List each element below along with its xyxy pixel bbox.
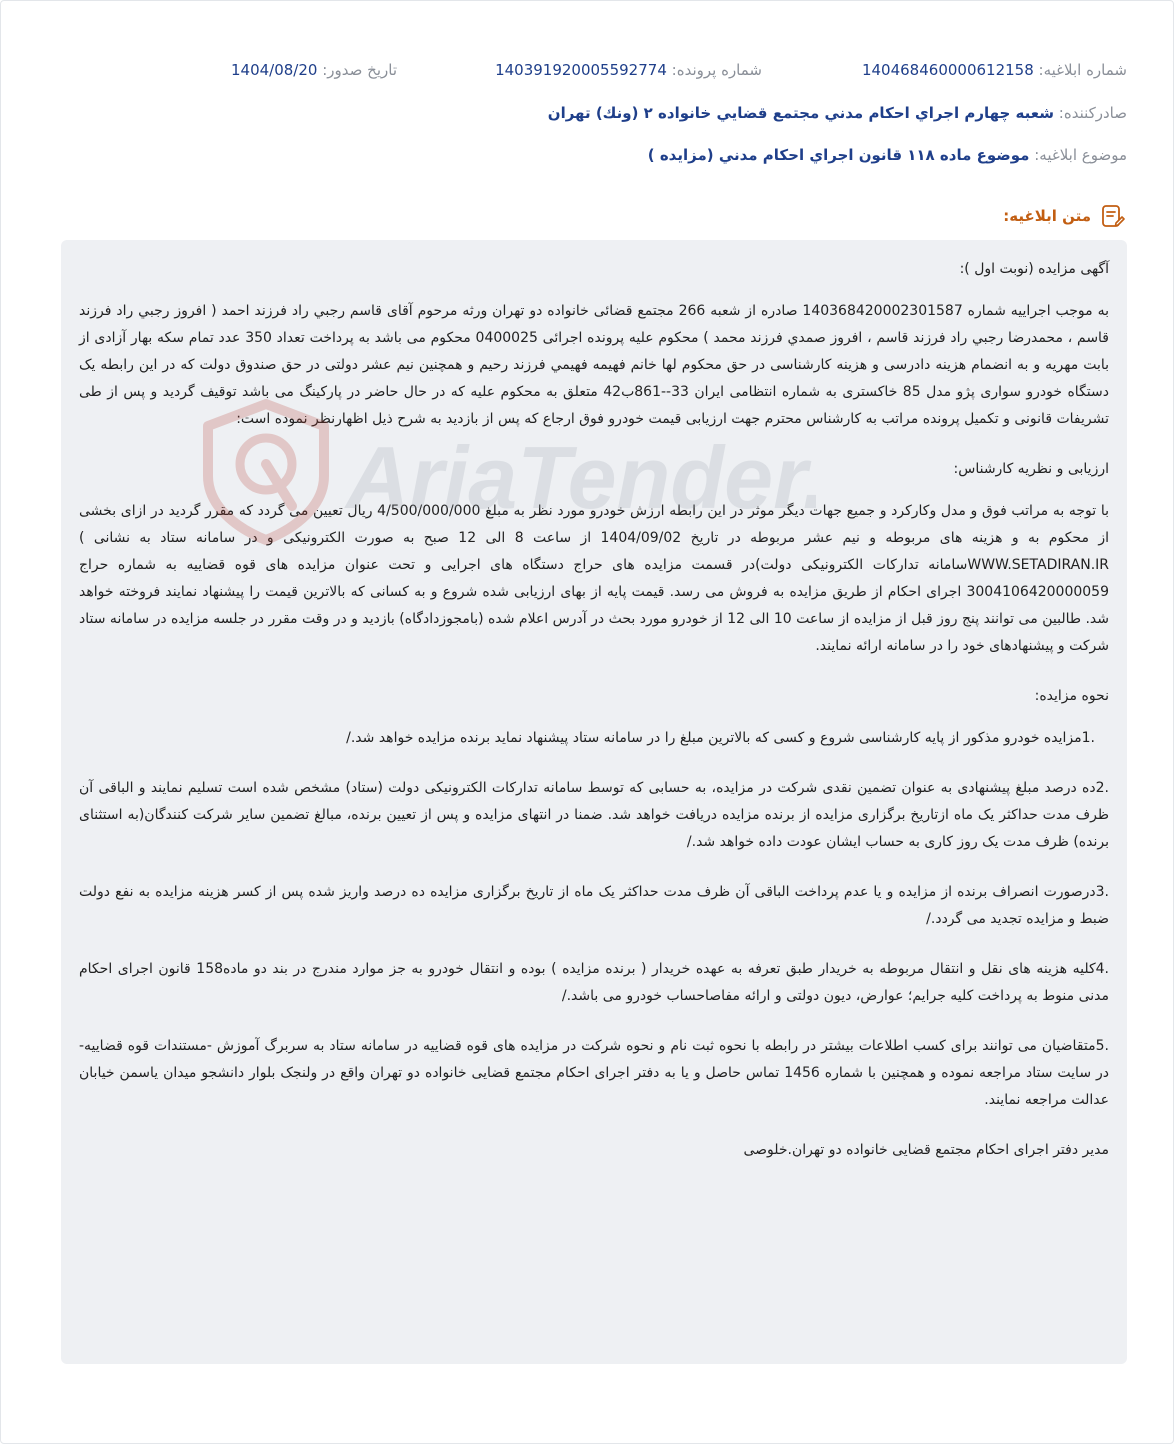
signature-line: مدیر دفتر اجرای احکام مجتمع قضایی خانواده دو تهران.خلوصی	[743, 1142, 1109, 1158]
subject-label: موضوع ابلاغیه:	[1034, 146, 1127, 164]
case-number-field	[495, 59, 762, 81]
notice-text-section-title	[1003, 203, 1125, 229]
issue-date-field	[231, 59, 397, 81]
appraisal-paragraph: با توجه به مراتب فوق و مدل وکارکرد و جمیع جهات دیگر موثر در این رابطه ارزش خودرو مورد نظر به مبلغ 4/500/000/000 ریال تعیین می گردد که مقرر گردید در ازای بخشی از محکوم به و هزینه های مربوطه و نیم عشر مربوطه در تاریخ 1404/09/02 از ساعت 8 الی 12 صبح به صورت الکترونیکی و در سامانه ستاد به نشانی ) WWW.SETADIRAN.IRسامانه تدارکات الکترونیکی دولت)در قسمت مزایده های حراج دستگاه های اجرایی و تحت عنوان مزایده های قوه قضاییه به شماره حراج 3004106420000059 اجرای احکام از طریق مزایده به فروش می رسد. قیمت پایه از بهای ارزیابی شده شروع و به کسانی که بالاترین قیمت را پیشنهاد نمایند فروخته خواهد شد. طالبین می توانند پنج روز قبل از مزایده از ساعت 10 الی 12 از خودرو مورد بحث در آدرس اعلام شده (بامجوزدادگاه) بازدید و در وقت مقرر در جلسه مزایده در سامانه ستاد شرکت و پیشنهادهای خود را در سامانه ارائه نمایند.	[79, 503, 1110, 654]
meta-row-issuer	[47, 102, 1127, 124]
issuer-label: صادرکننده:	[1058, 104, 1127, 122]
auction-item-4: .4کلیه هزینه های نقل و انتقال مربوطه به خریدار طبق تعرفه به عهده خریدار ( برنده مزایده ) بوده و انتقال خودرو به جز موارد مندرج در بند دو ماده158 قانون اجرای احکام مدنی منوط به پرداخت کلیه جرایم؛ عوارض، دیون دولتی و ارائه مفاصاحساب خودرو می باشد./	[79, 961, 1109, 1004]
auction-heading: آگهی مزایده (نوبت اول ):	[959, 261, 1109, 277]
meta-row-subject	[47, 144, 1127, 166]
document-edit-icon	[1099, 203, 1125, 229]
case-number-value: 140391920005592774	[495, 61, 667, 79]
auction-item-1: .1مزایده خودرو مذکور از پایه کارشناسی شروع و کسی که بالاترین مبلغ را در سامانه ستاد پیشنهاد نماید برنده مزایده خواهد شد./	[346, 730, 1095, 746]
issuer-value: شعبه چهارم اجراي احكام مدني مجتمع قضايي خانواده ۲ (ونك) تهران	[547, 104, 1054, 122]
auction-item-3: .3درصورت انصراف برنده از مزایده و یا عدم پرداخت الباقی آن ظرف مدت حداکثر یک ماه از تاریخ برگزاری مزایده ده درصد واریز شده پس از کسر هزینه مزایده به نفع دولت ضبط و مزایده تجدید می گردد./	[79, 884, 1109, 927]
watermark-text: AriaTender	[346, 428, 803, 527]
auction-item-5: .5متقاضیان می توانند برای کسب اطلاعات بیشتر در رابطه با نحوه ثبت نام و نحوه شرکت در مزایده های قوه قضاییه در سامانه ستاد به سربرگ آموزش -مستندات قوه قضاییه- در سایت ستاد مراجعه نموده و همچنین با شماره 1456 تماس حاصل و یا به دفتر اجرای احکام مجتمع قضایی خانواده دو تهران واقع در ولنجک بلوار دانشجو میدان یاسمن خیابان عدالت مراجعه نمایند.	[79, 1038, 1109, 1108]
section-title-text: متن ابلاغیه:	[1003, 207, 1091, 225]
notice-number-value: 140468460000612158	[861, 61, 1034, 79]
execution-paragraph: به موجب اجراییه شماره 140368420002301587 صادره از شعبه 266 مجتمع قضائی خانواده دو تهران ورثه مرحوم آقای قاسم رجبي راد فرزند احمد ( افروز رجبي راد فرزند قاسم ، محمدرضا رجبي راد فرزند قاسم ، افروز صمدي فرزند محمد ) محکوم علیه پرونده اجرائی 0400025 محکوم می باشد به پرداخت تعداد 350 عدد تمام سکه بهار آزادی از بابت مهریه و به انضمام هزینه دادرسی و هزینه کارشناسی در حق محکوم لها خانم فهیمه فهیمي فرزند رحیم و همچنین نیم عشر دولتی در حق صندوق دولت که در این رابطه یک دستگاه خودرو سواری پژو مدل 85 خاکستری به شماره انتظامی ایران 33--861ب42 متعلق به محکوم علیه که در حال حاضر در پارکینگ می باشد توقیف گردید و پس از طی تشریفات قانونی و تکمیل پرونده مراتب به کارشناس محترم جهت ارزیابی قیمت خودرو فوق ارجاع که پس از بازدید به شرح ذیل اظهارنظر نموده است:	[79, 303, 1110, 427]
appraisal-heading: ارزیابی و نظریه کارشناس:	[953, 461, 1109, 477]
subject-value: موضوع ماده ۱۱۸ قانون اجراي احكام مدني (مزايده )	[647, 146, 1030, 164]
auction-item-2: .2ده درصد مبلغ پیشنهادی به عنوان تضمین نقدی شرکت در مزایده، به حسابی که توسط سامانه تدارکات الکترونیکی دولت (ستاد) مشخص شده است تسلیم نمایند و الباقی آن ظرف مدت حداکثر یک ماه ازتاریخ برگزاری مزایده از برنده مزایده دریافت خواهد شد. ضمنا در انتهای مزایده و پس از تعیین برنده، مبالغ تضمین سایر شرکت کنندگان(به استثنای برنده) ظرف مدت یک روز کاری به حساب ایشان عودت داده خواهد شد./	[79, 780, 1109, 850]
issue-date-label: تاریخ صدور:	[322, 61, 397, 79]
issue-date-value: 1404/08/20	[230, 61, 318, 79]
notice-content-box	[61, 240, 1127, 1364]
case-number-label: شماره پرونده:	[671, 61, 762, 79]
notice-number-label: شماره ابلاغیه:	[1038, 61, 1127, 79]
notice-number-field	[862, 59, 1127, 81]
auction-method-heading: نحوه مزایده:	[1034, 688, 1109, 704]
